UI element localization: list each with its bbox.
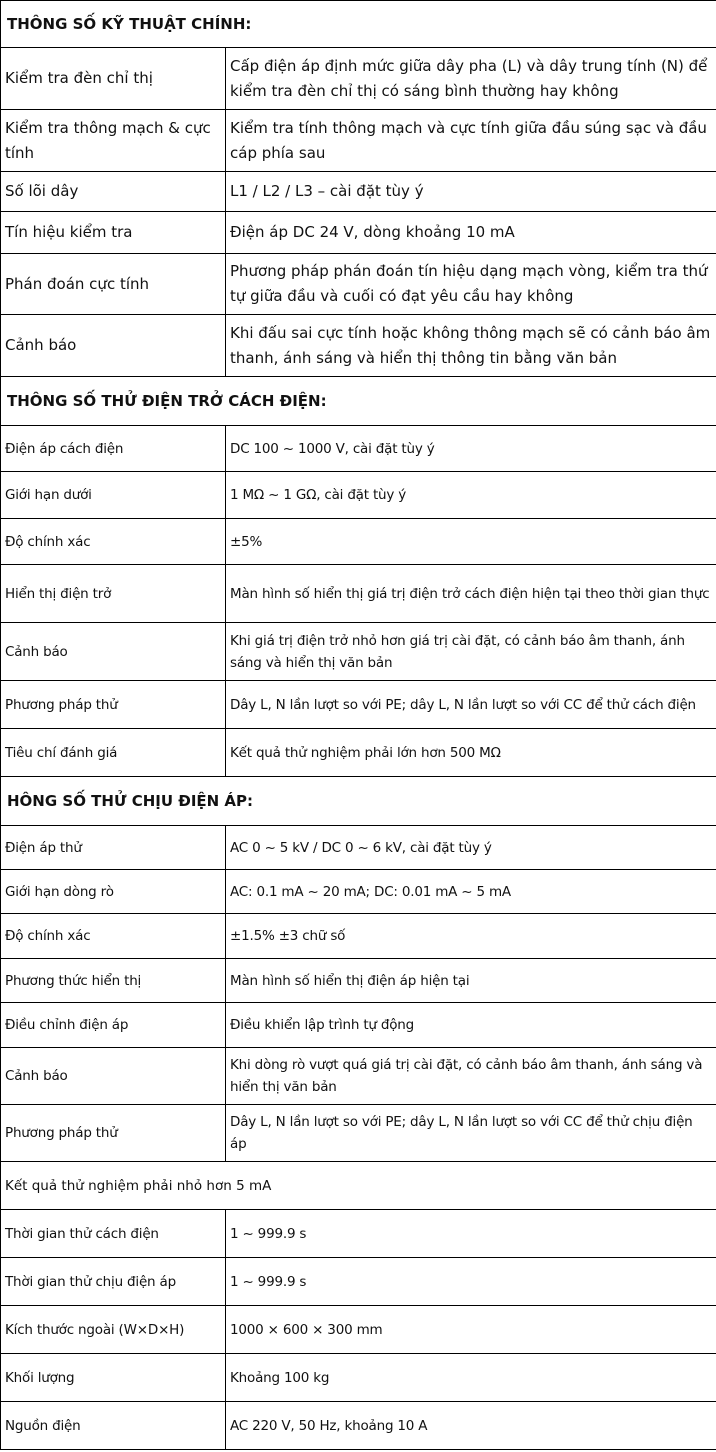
table-row — [1, 254, 716, 315]
row-value: Khi dòng rò vượt quá giá trị cài đặt, có cảnh báo âm thanh, ánh sáng và hiển thị văn bản — [226, 1048, 716, 1105]
row-label: Kích thước ngoài (W×D×H) — [1, 1306, 226, 1354]
row-label: Giới hạn dưới — [1, 472, 226, 519]
row-value: Màn hình số hiển thị giá trị điện trở cách điện hiện tại theo thời gian thực — [226, 565, 716, 623]
section-header-withstand — [1, 777, 716, 826]
row-value: Khi giá trị điện trở nhỏ hơn giá trị cài đặt, có cảnh báo âm thanh, ánh sáng và hiển thị văn bản — [226, 623, 716, 681]
table-row — [1, 472, 716, 519]
row-label: Nguồn điện — [1, 1402, 226, 1450]
row-value: AC: 0.1 mA ~ 20 mA; DC: 0.01 mA ~ 5 mA — [226, 870, 716, 914]
table-row — [1, 1003, 716, 1048]
row-value: AC 220 V, 50 Hz, khoảng 10 A — [226, 1402, 716, 1450]
row-value: Phương pháp phán đoán tín hiệu dạng mạch vòng, kiểm tra thứ tự giữa đầu và cuối có đạt yêu cầu hay không — [226, 254, 716, 315]
row-label: Tiêu chí đánh giá — [1, 729, 226, 777]
table-row — [1, 315, 716, 377]
table-row — [1, 1105, 716, 1162]
row-label: Khối lượng — [1, 1354, 226, 1402]
row-value: Dây L, N lần lượt so với PE; dây L, N lần lượt so với CC để thử chịu điện áp — [226, 1105, 716, 1162]
row-label: Cảnh báo — [1, 623, 226, 681]
section-title: HÔNG SỐ THỬ CHỊU ĐIỆN ÁP: — [1, 777, 716, 826]
row-label: Thời gian thử chịu điện áp — [1, 1258, 226, 1306]
section-header-insulation — [1, 377, 716, 426]
table-row — [1, 1306, 716, 1354]
table-row — [1, 914, 716, 959]
row-value: Dây L, N lần lượt so với PE; dây L, N lần lượt so với CC để thử cách điện — [226, 681, 716, 729]
section-title: THÔNG SỐ KỸ THUẬT CHÍNH: — [1, 1, 716, 48]
row-value: 1 ~ 999.9 s — [226, 1258, 716, 1306]
table-row — [1, 681, 716, 729]
row-label: Điện áp thử — [1, 826, 226, 870]
row-label: Điện áp cách điện — [1, 426, 226, 472]
table-row — [1, 1402, 716, 1450]
row-label: Phương thức hiển thị — [1, 959, 226, 1003]
table-row — [1, 959, 716, 1003]
row-value: AC 0 ~ 5 kV / DC 0 ~ 6 kV, cài đặt tùy ý — [226, 826, 716, 870]
table-row — [1, 729, 716, 777]
table-row — [1, 426, 716, 472]
note-row — [1, 1162, 716, 1210]
row-label: Độ chính xác — [1, 914, 226, 959]
row-value: Khi đấu sai cực tính hoặc không thông mạch sẽ có cảnh báo âm thanh, ánh sáng và hiển thị thông tin bằng văn bản — [226, 315, 716, 377]
table-row — [1, 1354, 716, 1402]
table-row — [1, 565, 716, 623]
table-row — [1, 870, 716, 914]
row-label: Cảnh báo — [1, 1048, 226, 1105]
row-label: Điều chỉnh điện áp — [1, 1003, 226, 1048]
row-value: 1000 × 600 × 300 mm — [226, 1306, 716, 1354]
table-row — [1, 623, 716, 681]
row-value: L1 / L2 / L3 – cài đặt tùy ý — [226, 172, 716, 212]
table-row — [1, 48, 716, 110]
row-value: DC 100 ~ 1000 V, cài đặt tùy ý — [226, 426, 716, 472]
row-label: Phương pháp thử — [1, 681, 226, 729]
row-label: Tín hiệu kiểm tra — [1, 212, 226, 254]
row-label: Kiểm tra đèn chỉ thị — [1, 48, 226, 110]
table-row — [1, 110, 716, 172]
row-label: Thời gian thử cách điện — [1, 1210, 226, 1258]
table-row — [1, 212, 716, 254]
row-value: Điều khiển lập trình tự động — [226, 1003, 716, 1048]
table-row — [1, 1210, 716, 1258]
section-title: THÔNG SỐ THỬ ĐIỆN TRỞ CÁCH ĐIỆN: — [1, 377, 716, 426]
row-label: Phương pháp thử — [1, 1105, 226, 1162]
section-header-main — [1, 1, 716, 48]
row-label: Phán đoán cực tính — [1, 254, 226, 315]
row-value: Màn hình số hiển thị điện áp hiện tại — [226, 959, 716, 1003]
row-label: Hiển thị điện trở — [1, 565, 226, 623]
table-row — [1, 172, 716, 212]
row-label: Kiểm tra thông mạch & cực tính — [1, 110, 226, 172]
row-value: Điện áp DC 24 V, dòng khoảng 10 mA — [226, 212, 716, 254]
table-row — [1, 1258, 716, 1306]
row-label: Số lõi dây — [1, 172, 226, 212]
row-value: Kiểm tra tính thông mạch và cực tính giữa đầu súng sạc và đầu cáp phía sau — [226, 110, 716, 172]
row-value: 1 MΩ ~ 1 GΩ, cài đặt tùy ý — [226, 472, 716, 519]
row-value: Kết quả thử nghiệm phải lớn hơn 500 MΩ — [226, 729, 716, 777]
table-row — [1, 1048, 716, 1105]
row-value: Khoảng 100 kg — [226, 1354, 716, 1402]
row-label: Độ chính xác — [1, 519, 226, 565]
row-value: 1 ~ 999.9 s — [226, 1210, 716, 1258]
row-label: Giới hạn dòng rò — [1, 870, 226, 914]
note-text: Kết quả thử nghiệm phải nhỏ hơn 5 mA — [1, 1162, 716, 1210]
table-row — [1, 519, 716, 565]
row-value: ±1.5% ±3 chữ số — [226, 914, 716, 959]
row-value: Cấp điện áp định mức giữa dây pha (L) và dây trung tính (N) để kiểm tra đèn chỉ thị có sáng bình thường hay không — [226, 48, 716, 110]
row-value: ±5% — [226, 519, 716, 565]
row-label: Cảnh báo — [1, 315, 226, 377]
table-row — [1, 826, 716, 870]
